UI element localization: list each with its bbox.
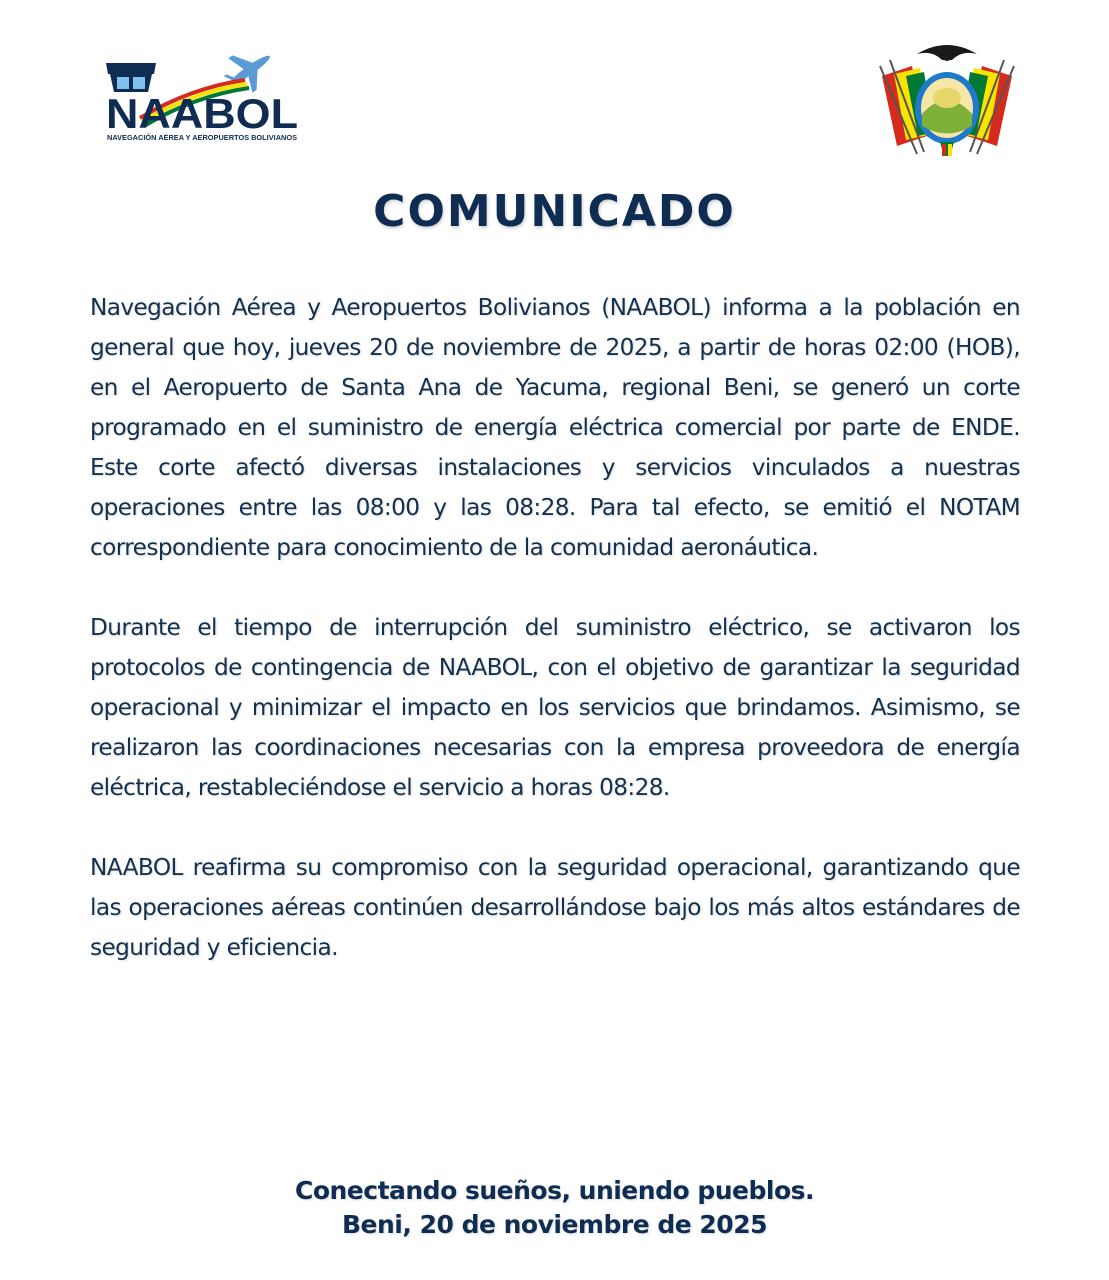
naabol-logo [100,48,305,143]
footer-place-date: Beni, 20 de noviembre de 2025 [342,1210,767,1239]
coat-of-arms-icon [872,36,1022,161]
document-body [90,288,1020,1008]
control-tower-icon [106,63,156,92]
footer [0,1174,1109,1242]
logo-tagline: NAVEGACIÓN AÉREA Y AEROPUERTOS BOLIVIANOS [107,135,288,142]
page-title: COMUNICADO [373,186,736,237]
logo-wordmark: NAABOL [106,90,298,137]
footer-slogan: Conectando sueños, uniendo pueblos. [294,1176,815,1205]
paragraph-3: NAABOL reafirma su compromiso con la seguridad operacional, garantizando que las operaciones aéreas continúen desarrollándose bajo los más altos estándares de seguridad y eficiencia. [90,854,1020,961]
paragraph-1: Navegación Aérea y Aeropuertos Bolivianos (NAABOL) informa a la población en general que hoy, jueves 20 de noviembre de 2025, a partir de horas 02:00 (HOB), en el Aeropuerto de Santa Ana de Yacuma, regional Beni, se generó un corte programado en el suministro de energía eléctrica comercial por parte de ENDE. Este corte afectó diversas instalaciones y servicios vinculados a nuestras operaciones entre las 08:00 y las 08:28. Para tal efecto, se emitió el NOTAM correspondiente para conocimiento de la comunidad aeronáutica. [90,294,1020,561]
paragraph-2: Durante el tiempo de interrupción del suministro eléctrico, se activaron los protocolos de contingencia de NAABOL, con el objetivo de garantizar la seguridad operacional y minimizar el impacto en los servicios que brindamos. Asimismo, se realizaron las coordinaciones necesarias con la empresa proveedora de energía eléctrica, restableciéndose el servicio a horas 08:28. [90,614,1020,801]
